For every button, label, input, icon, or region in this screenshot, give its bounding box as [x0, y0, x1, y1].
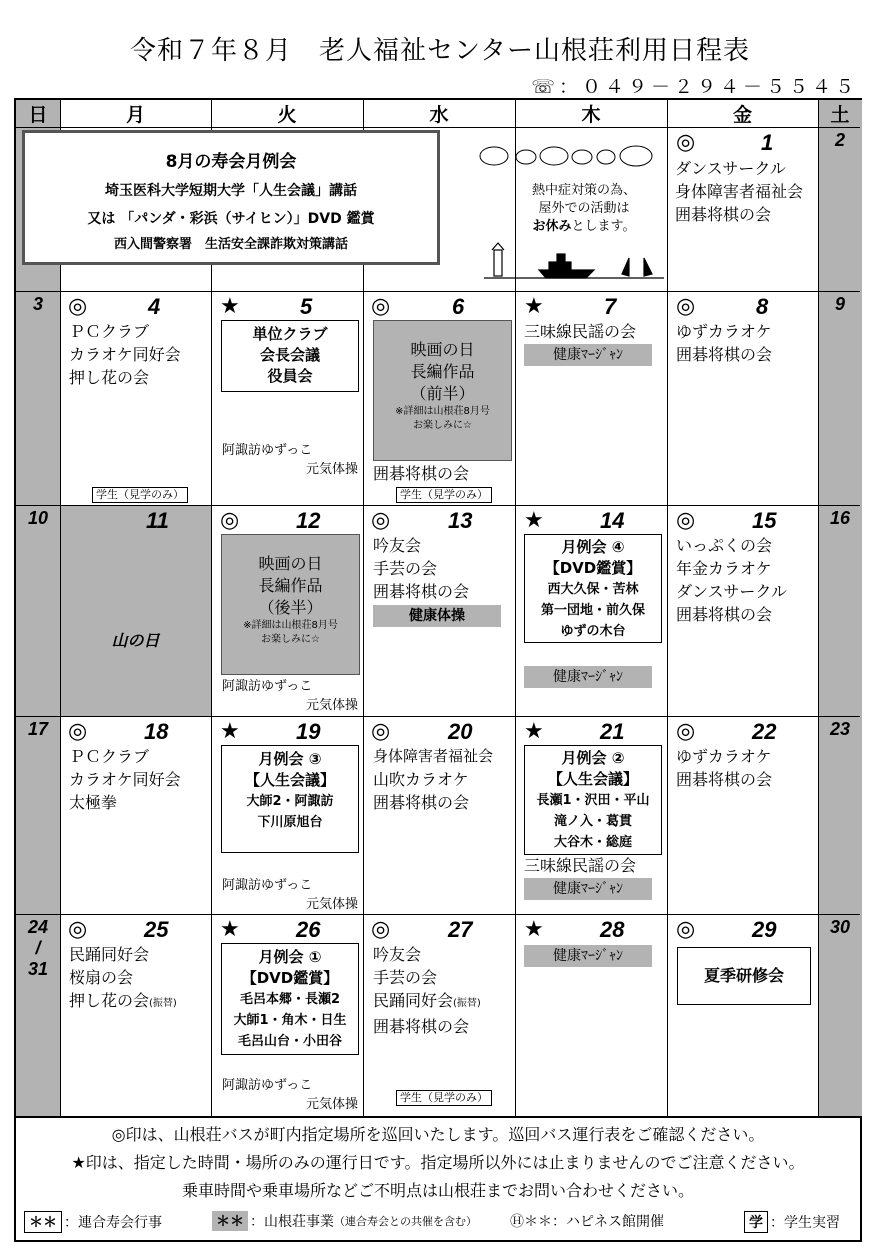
- circle-mark: ◎: [676, 130, 696, 155]
- box-line: 月例会 ①: [258, 948, 322, 966]
- circle-mark: ◎: [371, 917, 391, 942]
- day-events: [676, 320, 772, 366]
- day-number: 22: [752, 719, 777, 744]
- event-item: いっぷくの会: [676, 536, 773, 555]
- day-number: 15: [752, 508, 777, 533]
- circle-mark: ◎: [371, 508, 391, 533]
- event-item: 囲碁将棋の会: [676, 770, 773, 789]
- event-item: 三味線民謡の会: [524, 322, 637, 341]
- day-number: 5: [300, 294, 313, 319]
- circle-mark: ◎: [371, 719, 391, 744]
- box-line: （前半）: [410, 384, 475, 403]
- clouds-illustration: [476, 138, 666, 174]
- event-box: [221, 320, 359, 392]
- star-mark: ★: [524, 719, 544, 744]
- heat-notice: [494, 182, 674, 236]
- circle-mark: ◎: [371, 294, 391, 319]
- event-item: 元気体操: [306, 462, 359, 477]
- legend-desc: ：学生実習: [770, 1215, 840, 1231]
- day-number: 8: [756, 294, 769, 319]
- day-number: 13: [448, 508, 473, 533]
- event-item: 阿諏訪ゆずっこ: [222, 679, 313, 694]
- mahjong-box: 健康ﾏｰｼﾞｬﾝ: [524, 666, 652, 688]
- event-item: カラオケ同好会: [69, 770, 181, 789]
- header-mon: 月: [125, 104, 145, 126]
- heat-line: 熱中症対策の為、: [531, 183, 636, 198]
- day-number: 2: [834, 130, 845, 150]
- day-number: 10: [27, 508, 49, 528]
- event-item: 手芸の会: [373, 559, 438, 578]
- event-item: ゆずカラオケ: [676, 747, 772, 766]
- event-item: 桜扇の会: [69, 968, 134, 987]
- header-sat: 土: [830, 104, 850, 126]
- event-item: ダンスサークル: [675, 159, 786, 178]
- event-item: 民踊同好会: [373, 991, 454, 1010]
- box-line: ※詳細は山根荘8月号: [395, 406, 490, 417]
- box-line: お楽しみに☆: [413, 420, 472, 431]
- rescheduled-note: (振替): [453, 998, 481, 1009]
- day-number: 29: [752, 917, 777, 942]
- exercise-box: 健康体操: [373, 605, 501, 627]
- day-number: 17: [27, 719, 49, 739]
- announcement-line: 埼玉医科大学短期大学「人生会議」講話: [105, 183, 357, 199]
- box-line: 映画の日: [410, 340, 475, 359]
- day-number: 1: [761, 130, 774, 155]
- box-line: 月例会 ③: [258, 750, 322, 768]
- box-line: 長編作品: [258, 576, 323, 595]
- phone-number: ☏：０４９－２９４－５５４５: [531, 76, 858, 98]
- day-number: 11: [146, 508, 169, 533]
- event-item: ダンスサークル: [676, 582, 787, 601]
- movie-day-box: [221, 534, 360, 675]
- event-item: ゆずカラオケ: [676, 322, 772, 341]
- mahjong-box: 健康ﾏｰｼﾞｬﾝ: [524, 344, 652, 366]
- header-fri: 金: [732, 104, 752, 126]
- mahjong-box: 健康ﾏｰｼﾞｬﾝ: [524, 945, 652, 967]
- event-item: 押し花の会: [69, 368, 150, 387]
- event-box: [524, 534, 662, 643]
- box-line: 大師2・阿諏訪: [246, 794, 334, 809]
- event-item: 元気体操: [306, 1097, 359, 1112]
- day-number: 21: [600, 719, 625, 744]
- box-line: 滝ノ入・葛貫: [553, 814, 632, 829]
- event-item: 太極拳: [69, 793, 118, 812]
- event-item: 囲碁将棋の会: [675, 205, 772, 224]
- legend-desc: ：山根荘事業: [250, 1214, 334, 1230]
- box-line: 【DVD鑑賞】: [241, 969, 339, 987]
- circle-mark: ◎: [676, 719, 696, 744]
- event-item: 吟友会: [373, 945, 422, 964]
- event-item: 身体障害者福祉会: [373, 747, 494, 765]
- legend-key: Ⓗ＊＊: [510, 1214, 552, 1230]
- legend-item: [744, 1211, 840, 1233]
- legend-desc: （連合寿会との共催を含む）: [334, 1215, 477, 1228]
- day-events: [676, 745, 772, 791]
- circle-mark: ◎: [68, 294, 88, 319]
- box-line: 長編作品: [410, 362, 475, 381]
- day-number: 6: [452, 294, 465, 319]
- page-title: 令和７年８月 老人福祉センター山根荘利用日程表: [130, 36, 750, 66]
- event-item: カラオケ同好会: [69, 345, 181, 364]
- circle-mark: ◎: [220, 508, 240, 533]
- day-number: 9: [834, 294, 845, 314]
- event-item: 元気体操: [306, 698, 359, 713]
- event-item: 囲碁将棋の会: [676, 345, 773, 364]
- event-item: 阿諏訪ゆずっこ: [222, 1078, 313, 1093]
- header-tue: 火: [277, 104, 297, 126]
- event-item: 三味線民謡の会: [524, 856, 637, 875]
- day-number: 19: [296, 719, 321, 744]
- announcement-box: [22, 130, 440, 265]
- legend-item: [510, 1211, 664, 1231]
- day-number: 27: [448, 917, 473, 942]
- heat-line: とします。: [571, 219, 636, 234]
- student-tag: 学生（見学のみ）: [396, 1090, 492, 1106]
- notes-section: [14, 1116, 862, 1242]
- star-mark: ★: [524, 294, 544, 319]
- calendar-grid: [14, 98, 862, 1118]
- student-tag: 学生（見学のみ）: [92, 487, 188, 503]
- heat-bold: お休み: [532, 219, 572, 234]
- event-item: 山吹カラオケ: [373, 770, 469, 789]
- day-events: [373, 943, 481, 1038]
- holiday-label: 山の日: [111, 631, 160, 650]
- box-line: ※詳細は山根荘8月号: [243, 620, 338, 631]
- box-line: 西大久保・苦林: [547, 582, 639, 597]
- mahjong-box: 健康ﾏｰｼﾞｬﾝ: [524, 878, 652, 900]
- day-number: 7: [604, 294, 617, 319]
- day-events: [676, 534, 787, 626]
- event-item: ＰＣクラブ: [69, 322, 150, 341]
- event-item: 元気体操: [306, 897, 359, 912]
- box-line: 毛呂本郷・長瀬2: [239, 992, 341, 1007]
- header-wed: 水: [429, 104, 449, 126]
- box-line: 大谷木・総庭: [553, 835, 632, 850]
- box-line: 月例会 ②: [561, 749, 625, 767]
- event-item: ＰＣクラブ: [69, 747, 150, 766]
- day-number: 26: [296, 917, 321, 942]
- header-sun: 日: [28, 104, 48, 126]
- box-line: 役員会: [267, 367, 313, 385]
- box-line: 長瀬1・沢田・平山: [536, 793, 650, 808]
- event-item: 手芸の会: [373, 968, 438, 987]
- box-line: 【人生会議】: [244, 771, 335, 789]
- day-number: 12: [296, 508, 321, 533]
- legend-desc: ：連合寿会行事: [64, 1215, 162, 1231]
- student-tag: 学生（見学のみ）: [396, 487, 492, 503]
- announcement-line: 又は 「パンダ・彩浜（サイヒン）」DVD 鑑賞: [87, 211, 375, 227]
- event-box: [524, 745, 662, 855]
- day-number: 16: [829, 508, 851, 528]
- box-line: 月例会 ④: [561, 538, 625, 556]
- circle-mark: ◎: [676, 294, 696, 319]
- day-number: 31: [27, 959, 49, 979]
- day-number: 28: [600, 917, 625, 942]
- day-events: [69, 320, 181, 389]
- legend-key: 学: [744, 1211, 768, 1233]
- day-number: 3: [32, 294, 43, 314]
- box-line: 会長会議: [259, 346, 320, 364]
- star-mark: ★: [220, 917, 240, 942]
- day-number: 24: [27, 917, 49, 937]
- day-events: [373, 745, 493, 814]
- heat-line: 屋外での活動は: [538, 201, 630, 216]
- circle-mark: ◎: [68, 917, 88, 942]
- day-events: [675, 157, 803, 226]
- legend-desc: ：ハピネス館開催: [552, 1214, 664, 1230]
- event-box: [221, 745, 359, 853]
- note-circle: ◎印は、山根荘バスが町内指定場所を巡回いたします。巡回バス運行表をご確認ください。: [111, 1125, 765, 1144]
- box-line: ゆずの木台: [560, 624, 626, 639]
- event-item: 囲碁将棋の会: [373, 464, 470, 483]
- box-line: 映画の日: [258, 554, 323, 573]
- event-item: 囲碁将棋の会: [373, 582, 470, 601]
- holiday-cell-bg: [60, 505, 211, 716]
- announcement-title: 8月の寿会月例会: [165, 152, 297, 172]
- note-star: ★印は、指定した時間・場所のみの運行日です。指定場所以外には止まりませんのでご注意ください。: [71, 1153, 805, 1172]
- box-line: お楽しみに☆: [261, 634, 320, 645]
- day-number: 14: [600, 508, 625, 533]
- box-line: 【人生会議】: [547, 770, 638, 788]
- star-mark: ★: [220, 719, 240, 744]
- day-events: [373, 534, 469, 603]
- rescheduled-note: (振替): [149, 998, 177, 1009]
- header-thu: 木: [581, 104, 601, 126]
- box-line: 大師1・角木・日生: [233, 1013, 347, 1028]
- day-events: [69, 745, 181, 814]
- circle-mark: ◎: [676, 508, 696, 533]
- day-number: 18: [144, 719, 169, 744]
- day-number: 4: [148, 294, 161, 319]
- event-box: [221, 943, 359, 1055]
- sat-column-bg: [818, 127, 862, 1116]
- box-line: 【DVD鑑賞】: [544, 559, 642, 577]
- event-item: 押し花の会: [69, 991, 150, 1010]
- circle-mark: ◎: [68, 719, 88, 744]
- event-item: 吟友会: [373, 536, 422, 555]
- event-item: 囲碁将棋の会: [373, 793, 470, 812]
- star-mark: ★: [524, 917, 544, 942]
- circle-mark: ◎: [676, 917, 696, 942]
- event-item: 阿諏訪ゆずっこ: [222, 878, 313, 893]
- box-line: （後半）: [258, 598, 323, 617]
- box-line: 単位クラブ: [252, 325, 328, 343]
- event-item: 年金カラオケ: [676, 559, 772, 578]
- event-item: 囲碁将棋の会: [676, 605, 773, 624]
- day-number: 30: [829, 917, 851, 937]
- event-item: 民踊同好会: [69, 945, 150, 964]
- star-mark: ★: [524, 508, 544, 533]
- movie-day-box: [373, 320, 512, 461]
- day-events: [69, 943, 177, 1015]
- note-contact: 乗車時間や乗車場所などご不明点は山根荘までお問い合わせください。: [181, 1181, 694, 1200]
- star-mark: ★: [220, 294, 240, 319]
- event-item: 阿諏訪ゆずっこ: [222, 443, 313, 458]
- event-item: 身体障害者福祉会: [675, 182, 804, 201]
- legend-key: ＊＊: [24, 1211, 62, 1233]
- box-line: 下川原旭台: [257, 815, 323, 830]
- seaside-illustration: [484, 240, 664, 280]
- legend-item: [24, 1211, 162, 1233]
- box-line: 毛呂山台・小田谷: [237, 1034, 342, 1049]
- box-line: 第一団地・前久保: [540, 603, 645, 618]
- summer-training-box: 夏季研修会: [677, 947, 811, 1005]
- day-separator: /: [35, 938, 41, 958]
- event-item: 囲碁将棋の会: [373, 1017, 470, 1036]
- legend-key: ＊＊: [212, 1211, 248, 1231]
- announcement-line: 西入間警察署 生活安全課詐欺対策講話: [113, 237, 348, 252]
- day-number: 20: [448, 719, 473, 744]
- day-number: 25: [144, 917, 169, 942]
- day-number: 23: [829, 719, 851, 739]
- legend-item: [212, 1211, 477, 1231]
